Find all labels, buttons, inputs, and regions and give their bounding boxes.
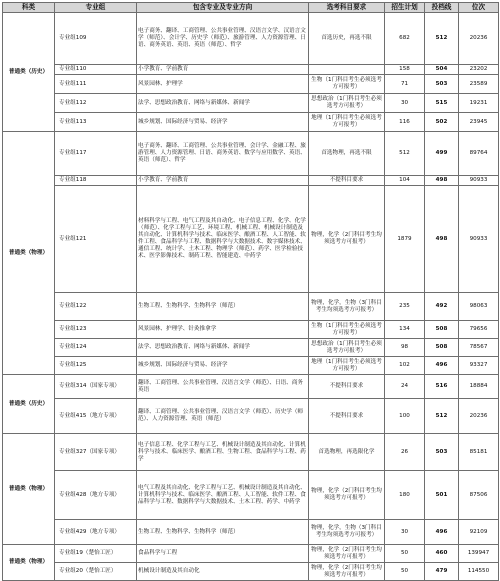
plan-cell: 104 <box>385 176 425 186</box>
rank-cell: 23202 <box>459 65 499 75</box>
requirement-cell: 不提科目要求 <box>309 176 385 186</box>
majors-cell: 机械设计制造及其自动化 <box>137 563 309 581</box>
table-row <box>3 545 499 563</box>
group-cell: 专业组121 <box>55 186 137 293</box>
group-cell: 专业组415（地方专项） <box>55 399 137 434</box>
rank-cell: 23945 <box>459 113 499 132</box>
majors-cell: 翻译、工商管理、公共事业管理、汉语言文学（师范）、历史学（师范）、人力资源管理、英语（师范） <box>137 399 309 434</box>
cutoff-cell: 508 <box>425 339 459 357</box>
requirement-cell: 首选物理，再选限化学 <box>309 434 385 471</box>
cutoff-cell: 512 <box>425 399 459 434</box>
table-row <box>3 75 499 94</box>
majors-cell: 食品科学与工程 <box>137 545 309 563</box>
group-cell: 专业组117 <box>55 132 137 176</box>
requirement-cell: 物理，化学（2门科目考生均须选考方可报考） <box>309 186 385 293</box>
table-row <box>3 321 499 339</box>
header-group: 专业组 <box>55 3 137 13</box>
rank-cell: 98063 <box>459 293 499 321</box>
rank-cell: 93327 <box>459 357 499 375</box>
majors-cell: 电子商务、翻译、工商管理、公共事业管理、会计学、金融工程、旅游管理、人力资源管理、日语、商务英语、数学与应用数学、英语、英语（师范）、哲学 <box>137 132 309 176</box>
table-row <box>3 375 499 399</box>
group-cell: 专业组428（地方专项） <box>55 471 137 520</box>
category-cell: 普通类（物理） <box>3 434 55 545</box>
plan-cell: 180 <box>385 471 425 520</box>
requirement-cell <box>309 65 385 75</box>
cutoff-cell: 498 <box>425 176 459 186</box>
requirement-cell: 地理（1门科目考生必须选考方可报考） <box>309 357 385 375</box>
table-row <box>3 357 499 375</box>
cutoff-cell: 503 <box>425 434 459 471</box>
table-row <box>3 434 499 471</box>
category-cell: 普通类（物理） <box>3 545 55 581</box>
plan-cell: 235 <box>385 293 425 321</box>
plan-cell: 682 <box>385 13 425 65</box>
plan-cell: 26 <box>385 434 425 471</box>
majors-cell: 城乡规划、国际经济与贸易、经济学 <box>137 113 309 132</box>
group-cell: 专业组20（楚怡工匠） <box>55 563 137 581</box>
rank-cell: 79656 <box>459 321 499 339</box>
requirement-cell: 生物（1门科目考生必须选考方可报考） <box>309 75 385 94</box>
cutoff-cell: 512 <box>425 13 459 65</box>
rank-cell: 18884 <box>459 375 499 399</box>
cutoff-cell: 499 <box>425 132 459 176</box>
cutoff-cell: 503 <box>425 75 459 94</box>
rank-cell: 85181 <box>459 434 499 471</box>
table-row <box>3 339 499 357</box>
plan-cell: 158 <box>385 65 425 75</box>
rank-cell: 20236 <box>459 13 499 65</box>
majors-cell: 法学、思想政治教育、网络与新媒体、新闻学 <box>137 94 309 113</box>
group-cell: 专业组112 <box>55 94 137 113</box>
requirement-cell: 不提科目要求 <box>309 375 385 399</box>
plan-cell: 116 <box>385 113 425 132</box>
requirement-cell: 物理，化学（2门科目考生均须选考方可报考） <box>309 545 385 563</box>
plan-cell: 24 <box>385 375 425 399</box>
cutoff-cell: 516 <box>425 375 459 399</box>
table-row <box>3 471 499 520</box>
plan-cell: 30 <box>385 94 425 113</box>
group-cell: 专业组110 <box>55 65 137 75</box>
cutoff-cell: 496 <box>425 520 459 545</box>
header-rank: 位次 <box>459 3 499 13</box>
rank-cell: 23589 <box>459 75 499 94</box>
header-majors: 包含专业及专业方向 <box>137 3 309 13</box>
requirement-cell: 首选物理，再选不限 <box>309 132 385 176</box>
plan-cell: 30 <box>385 520 425 545</box>
plan-cell: 512 <box>385 132 425 176</box>
plan-cell: 1879 <box>385 186 425 293</box>
header-row <box>3 3 499 13</box>
table-row <box>3 399 499 434</box>
category-cell: 普通类（历史） <box>3 13 55 132</box>
cutoff-cell: 515 <box>425 94 459 113</box>
header-plan: 招生计划 <box>385 3 425 13</box>
group-cell: 专业组314（国家专项） <box>55 375 137 399</box>
cutoff-cell: 479 <box>425 563 459 581</box>
rank-cell: 87506 <box>459 471 499 520</box>
table-row <box>3 293 499 321</box>
majors-cell: 法学、思想政治教育、网络与新媒体、新闻学 <box>137 339 309 357</box>
cutoff-cell: 508 <box>425 321 459 339</box>
cutoff-cell: 496 <box>425 357 459 375</box>
requirement-cell: 物理，化学，生物（3门科目考生均须选考方可报考） <box>309 520 385 545</box>
category-cell: 普通类（历史） <box>3 375 55 434</box>
majors-cell: 电气工程及其自动化、化学工程与工艺、机械设计制造及其自动化、计算机科学与技术、临床医学、酿酒工程、人工智能、软件工程、食品科学与工程、数据科学与大数据技术、土木工程、药学、中药学 <box>137 471 309 520</box>
plan-cell: 50 <box>385 563 425 581</box>
group-cell: 专业组109 <box>55 13 137 65</box>
header-subject-req: 选考科目要求 <box>309 3 385 13</box>
requirement-cell: 物理，化学，生物（3门科目考生均须选考方可报考） <box>309 293 385 321</box>
rank-cell: 89764 <box>459 132 499 176</box>
header-category: 科类 <box>3 3 55 13</box>
majors-cell: 电子商务、翻译、工商管理、公共事业管理、汉语言文学、汉语言文学（师范）、会计学、历史学（师范）、旅游管理、人力资源管理、日语、商务英语、英语、英语（师范）、哲学 <box>137 13 309 65</box>
requirement-cell: 地理（1门科目考生必须选考方可报考） <box>309 113 385 132</box>
rank-cell: 114550 <box>459 563 499 581</box>
group-cell: 专业组124 <box>55 339 137 357</box>
majors-cell: 城乡规划、国际经济与贸易、经济学 <box>137 357 309 375</box>
group-cell: 专业组19（楚怡工匠） <box>55 545 137 563</box>
majors-cell: 翻译、工商管理、公共事业管理、汉语言文学（师范）、日语、商务英语 <box>137 375 309 399</box>
category-cell: 普通类（物理） <box>3 132 55 375</box>
majors-cell: 小学教育、学前教育 <box>137 65 309 75</box>
admission-score-table <box>2 2 499 581</box>
table-row <box>3 186 499 293</box>
requirement-cell: 首选历史，再选不限 <box>309 13 385 65</box>
header-cutoff: 投档线 <box>425 3 459 13</box>
requirement-cell: 物理，化学（2门科目考生均须选考方可报考） <box>309 471 385 520</box>
group-cell: 专业组327（国家专项） <box>55 434 137 471</box>
requirement-cell: 思想政治（1门科目考生必须选考方可报考） <box>309 94 385 113</box>
requirement-cell: 思想政治（1门科目考生必须选考方可报考） <box>309 339 385 357</box>
rank-cell: 20236 <box>459 399 499 434</box>
majors-cell: 生物工程、生物科学、生物科学（师范） <box>137 293 309 321</box>
plan-cell: 98 <box>385 339 425 357</box>
majors-cell: 小学教育、学前教育 <box>137 176 309 186</box>
requirement-cell: 物理，化学（2门科目考生均须选考方可报考） <box>309 563 385 581</box>
group-cell: 专业组113 <box>55 113 137 132</box>
group-cell: 专业组125 <box>55 357 137 375</box>
group-cell: 专业组111 <box>55 75 137 94</box>
plan-cell: 71 <box>385 75 425 94</box>
requirement-cell: 生物（1门科目考生必须选考方可报考） <box>309 321 385 339</box>
plan-cell: 102 <box>385 357 425 375</box>
plan-cell: 50 <box>385 545 425 563</box>
majors-cell: 材料科学与工程、电气工程及其自动化、电子信息工程、化学、化学（师范）、化学工程与工艺、环境工程、机械工程、机械设计制造及其自动化、计算机科学与技术、临床医学、酿酒工程、人工智能、软件工程、食品科学与工程、数据科学与大数据技术、数字媒体技术、通信工程、统计学、土木工程、物理学（师范）、药学、医学检验技术、医学影像技术、制药工程、智能建造、中药学 <box>137 186 309 293</box>
cutoff-cell: 501 <box>425 471 459 520</box>
plan-cell: 134 <box>385 321 425 339</box>
cutoff-cell: 498 <box>425 186 459 293</box>
rank-cell: 90933 <box>459 186 499 293</box>
cutoff-cell: 460 <box>425 545 459 563</box>
majors-cell: 电子信息工程、化学工程与工艺、机械设计制造及其自动化、计算机科学与技术、临床医学、酿酒工程、生物工程、食品科学与工程、药学 <box>137 434 309 471</box>
table-row <box>3 13 499 65</box>
table-row <box>3 132 499 176</box>
rank-cell: 92109 <box>459 520 499 545</box>
requirement-cell: 不提科目要求 <box>309 399 385 434</box>
group-cell: 专业组123 <box>55 321 137 339</box>
rank-cell: 139947 <box>459 545 499 563</box>
group-cell: 专业组122 <box>55 293 137 321</box>
cutoff-cell: 502 <box>425 113 459 132</box>
rank-cell: 78567 <box>459 339 499 357</box>
rank-cell: 90933 <box>459 176 499 186</box>
cutoff-cell: 504 <box>425 65 459 75</box>
rank-cell: 19231 <box>459 94 499 113</box>
table-row <box>3 94 499 113</box>
group-cell: 专业组118 <box>55 176 137 186</box>
table-row <box>3 176 499 186</box>
majors-cell: 风景园林、护理学 <box>137 75 309 94</box>
majors-cell: 生物工程、生物科学、生物科学（师范） <box>137 520 309 545</box>
table-row <box>3 113 499 132</box>
table-row <box>3 65 499 75</box>
table-row <box>3 520 499 545</box>
majors-cell: 风景园林、护理学、针灸推拿学 <box>137 321 309 339</box>
plan-cell: 100 <box>385 399 425 434</box>
group-cell: 专业组429（地方专项） <box>55 520 137 545</box>
cutoff-cell: 492 <box>425 293 459 321</box>
